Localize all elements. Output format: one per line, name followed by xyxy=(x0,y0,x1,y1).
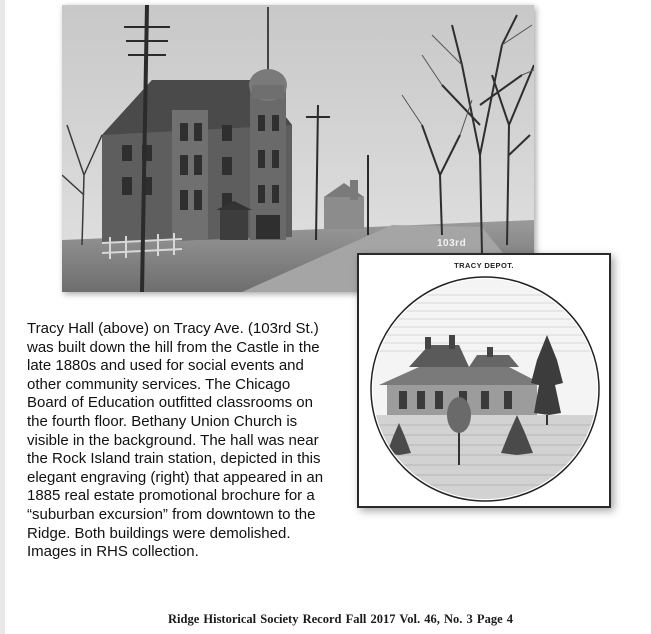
article-line: visible in the background. The hall was near xyxy=(27,431,319,449)
article-line: Board of Education outfitted classrooms on xyxy=(27,394,313,412)
tracy-depot-engraving xyxy=(357,253,611,508)
article-line: late 1880s and used for social events and xyxy=(27,357,304,375)
page-footer: Ridge Historical Society Record Fall 2017 Vol. 46, No. 3 Page 4 xyxy=(168,612,513,626)
article-line: other community services. The Chicago xyxy=(27,375,291,393)
article-line: elegant engraving (right) that appeared in an xyxy=(27,468,324,486)
article-text xyxy=(27,320,352,562)
article-line: “suburban excursion” from downtown to the xyxy=(27,505,316,523)
article-line: Tracy Hall (above) on Tracy Ave. (103rd St.) xyxy=(27,320,319,337)
article-line: Ridge. Both buildings were demolished. xyxy=(27,524,291,542)
article-line: the fourth floor. Bethany Union Church is xyxy=(27,412,298,430)
article-line: the Rock Island train station, depicted in this xyxy=(27,450,321,468)
photo-number-marking: 103rd xyxy=(437,238,467,249)
article-line: was built down the hill from the Castle in the xyxy=(27,338,320,356)
page-edge xyxy=(0,0,5,634)
engraving-caption: TRACY DEPOT. xyxy=(454,261,514,270)
article-line: 1885 real estate promotional brochure for a xyxy=(27,487,315,505)
article-line: Images in RHS collection. xyxy=(27,543,199,561)
